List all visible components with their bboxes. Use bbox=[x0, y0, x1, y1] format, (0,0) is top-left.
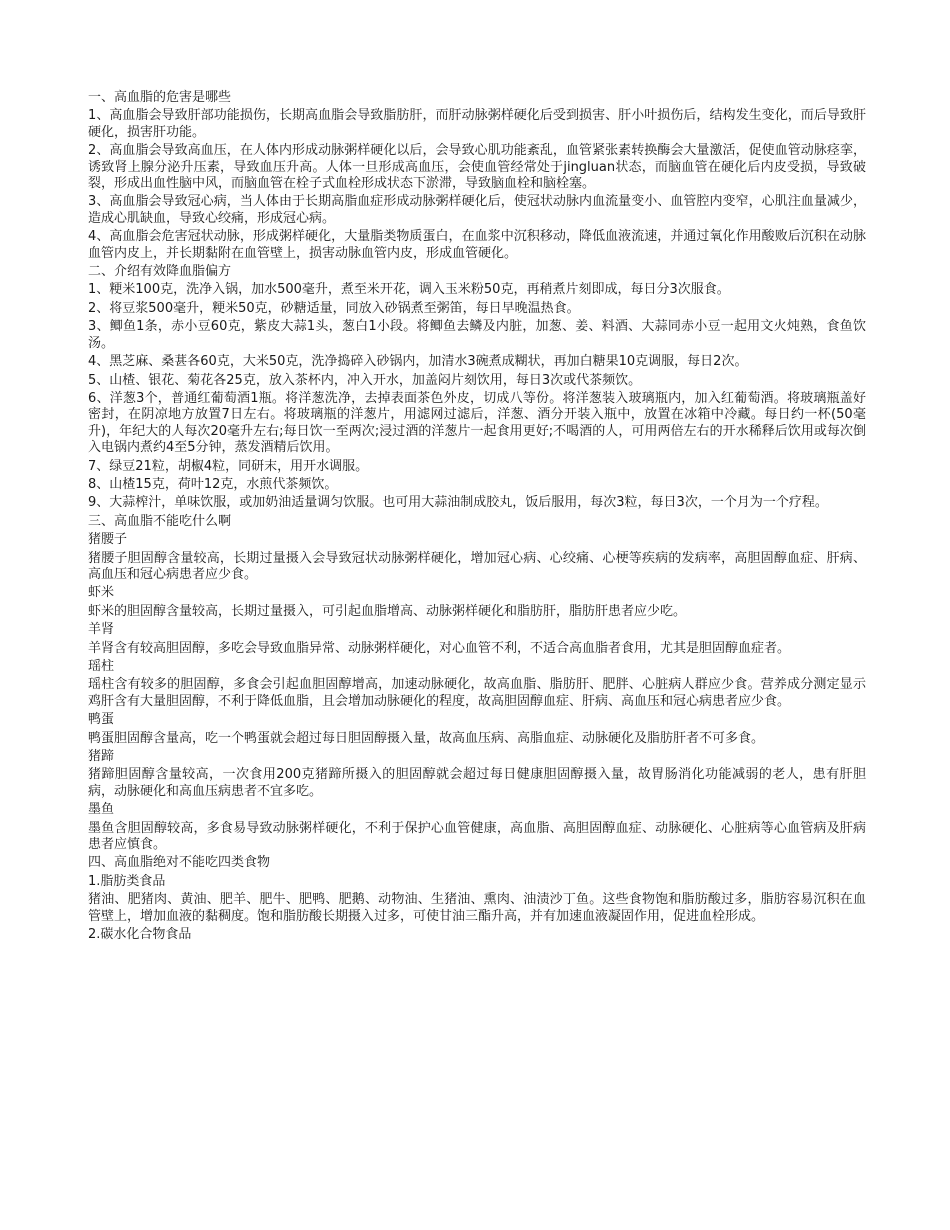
paragraph: 4、高血脂会危害冠状动脉，形成粥样硬化，大量脂类物质蛋白，在血浆中沉积移动，降低血液流速，并通过氧化作用酸败后沉积在动脉血管内皮上，并长期黏附在血管壁上，损害动脉血管内皮，形成血管硬化。 bbox=[88, 229, 866, 261]
document-body bbox=[88, 90, 866, 946]
paragraph: 8、山楂15克，荷叶12克，水煎代茶频饮。 bbox=[88, 476, 338, 492]
section-heading: 四、高血脂绝对不能吃四类食物 bbox=[88, 855, 271, 871]
paragraph: 1、高血脂会导致肝部功能损伤，长期高血脂会导致脂肪肝，而肝动脉粥样硬化后受到损害、肝小叶损伤后，结构发生变化，而后导致肝硬化，损害肝功能。 bbox=[88, 108, 866, 140]
section-heading: 三、高血脂不能吃什么啊 bbox=[88, 513, 232, 529]
paragraph: 3、高血脂会导致冠心病，当人体由于长期高脂血症形成动脉粥样硬化后，使冠状动脉内血流量变小、血管腔内变窄，心肌注血量减少，造成心肌缺血，导致心绞痛，形成冠心病。 bbox=[88, 194, 866, 226]
paragraph: 虾米的胆固醇含量较高，长期过量摄入，可引起血脂增高、动脉粥样硬化和脂肪肝，脂肪肝患者应少吃。 bbox=[88, 603, 687, 619]
paragraph: 6、洋葱3个，普通红葡萄酒1瓶。将洋葱洗净，去掉表面茶色外皮，切成八等份。将洋葱装入玻璃瓶内，加入红葡萄酒。将玻璃瓶盖好密封，在阴凉地方放置7日左右。将玻璃瓶的洋葱片，用滤网过滤后，洋葱、酒分开装入瓶中，放置在冰箱中冷藏。每日约一杯(50毫升)，年纪大的人每次20毫升左右;每日饮一至两次;浸过酒的洋葱片一起食用更好;不喝酒的人，可用两倍左右的开水稀释后饮用或每次倒入电锅内煮约4至5分钟，蒸发酒精后饮用。 bbox=[88, 390, 866, 456]
food-name: 瑶柱 bbox=[88, 659, 115, 674]
paragraph: 2、将豆浆500毫升，粳米50克，砂糖适量，同放入砂锅煮至粥笛，每日早晚温热食。 bbox=[88, 300, 580, 316]
paragraph: 9、大蒜榨汁，单味饮服，或加奶油适量调匀饮服。也可用大蒜油制成胶丸，饭后服用，每次3粒，每日3次，一个月为一个疗程。 bbox=[88, 495, 828, 511]
paragraph: 2、高血脂会导致高血压，在人体内形成动脉粥样硬化以后，会导致心肌功能紊乱，血管紧张素转换酶会大量激活，促使血管动脉痉挛，诱致肾上腺分泌升压素，导致血压升高。人体一旦形成高血压，会使血管经常处于jingluan状态，而脑血管在硬化后内皮受损，导致破裂，形成出血性脑中风，而脑血管在栓子式血栓形成状态下淤滞，导致脑血栓和脑栓塞。 bbox=[88, 143, 866, 192]
paragraph: 猪腰子胆固醇含量较高，长期过量摄入会导致冠状动脉粥样硬化，增加冠心病、心绞痛、心梗等疾病的发病率，高胆固醇血症、肝病、高血压和冠心病患者应少食。 bbox=[88, 550, 866, 582]
paragraph: 羊肾含有较高胆固醇，多吃会导致血脂异常、动脉粥样硬化，对心血管不利，不适合高血脂者食用，尤其是胆固醇血症者。 bbox=[88, 640, 791, 656]
food-name: 墨鱼 bbox=[88, 802, 115, 818]
food-name: 虾米 bbox=[88, 585, 115, 601]
paragraph: 4、黑芝麻、桑葚各60克，大米50克，洗净捣碎入砂锅内，加清水3碗煮成糊状，再加白糖果10克调服，每日2次。 bbox=[88, 354, 748, 370]
food-name: 鸭蛋 bbox=[88, 712, 115, 728]
paragraph: 7、绿豆21粒，胡椒4粒，同研末，用开水调服。 bbox=[88, 458, 369, 474]
paragraph: 猪油、肥猪肉、黄油、肥羊、肥牛、肥鸭、肥鹅、动物油、生猪油、熏肉、油渍沙丁鱼。这些食物饱和脂肪酸过多，脂肪容易沉积在血管壁上，增加血液的黏稠度。饱和脂肪酸长期摄入过多，可使甘油三酯升高，并有加速血液凝固作用，促进血栓形成。 bbox=[88, 892, 866, 924]
category-title: 2.碳水化合物食品 bbox=[88, 927, 192, 943]
paragraph: 1、粳米100克，洗净入锅，加水500毫升，煮至米开花，调入玉米粉50克，再稍煮片刻即成，每日分3次服食。 bbox=[88, 282, 730, 298]
food-name: 猪腰子 bbox=[88, 532, 128, 548]
section-heading: 二、介绍有效降血脂偏方 bbox=[88, 264, 232, 280]
paragraph: 5、山楂、银花、菊花各25克，放入茶杯内，冲入开水，加盖闷片刻饮用，每日3次或代茶频饮。 bbox=[88, 372, 642, 388]
food-name: 猪蹄 bbox=[88, 749, 115, 765]
paragraph: 墨鱼含胆固醇较高，多食易导致动脉粥样硬化，不利于保护心血管健康，高血脂、高胆固醇血症、动脉硬化、心脏病等心血管病及肝病患者应慎食。 bbox=[88, 820, 866, 853]
paragraph: 瑶柱含有较多的胆固醇，多食会引起血胆固醇增高，加速动脉硬化，故高血脂、脂肪肝、肥胖、心脏病人群应少食。营养成分测定显示鸡肝含有大量胆固醇，不利于降低血脂，且会增加动脉硬化的程度，故高胆固醇血症、肝病、高血压和冠心病患者应少食。 bbox=[88, 677, 866, 709]
paragraph: 鸭蛋胆固醇含量高，吃一个鸭蛋就会超过每日胆固醇摄入量，故高血压病、高脂血症、动脉硬化及脂肪肝者不可多食。 bbox=[88, 730, 765, 746]
food-name: 羊肾 bbox=[88, 622, 115, 638]
paragraph: 猪蹄胆固醇含量较高，一次食用200克猪蹄所摄入的胆固醇就会超过每日健康胆固醇摄入量，故胃肠消化功能减弱的老人，患有肝胆病，动脉硬化和高血压病患者不宜多吃。 bbox=[88, 767, 866, 799]
section-heading: 一、高血脂的危害是哪些 bbox=[88, 90, 232, 105]
category-title: 1.脂肪类食品 bbox=[88, 873, 166, 889]
paragraph: 3、鲫鱼1条，赤小豆60克，紫皮大蒜1头，葱白1小段。将鲫鱼去鳞及内脏，加葱、姜、料酒、大蒜同赤小豆一起用文火炖熟，食鱼饮汤。 bbox=[88, 319, 866, 351]
